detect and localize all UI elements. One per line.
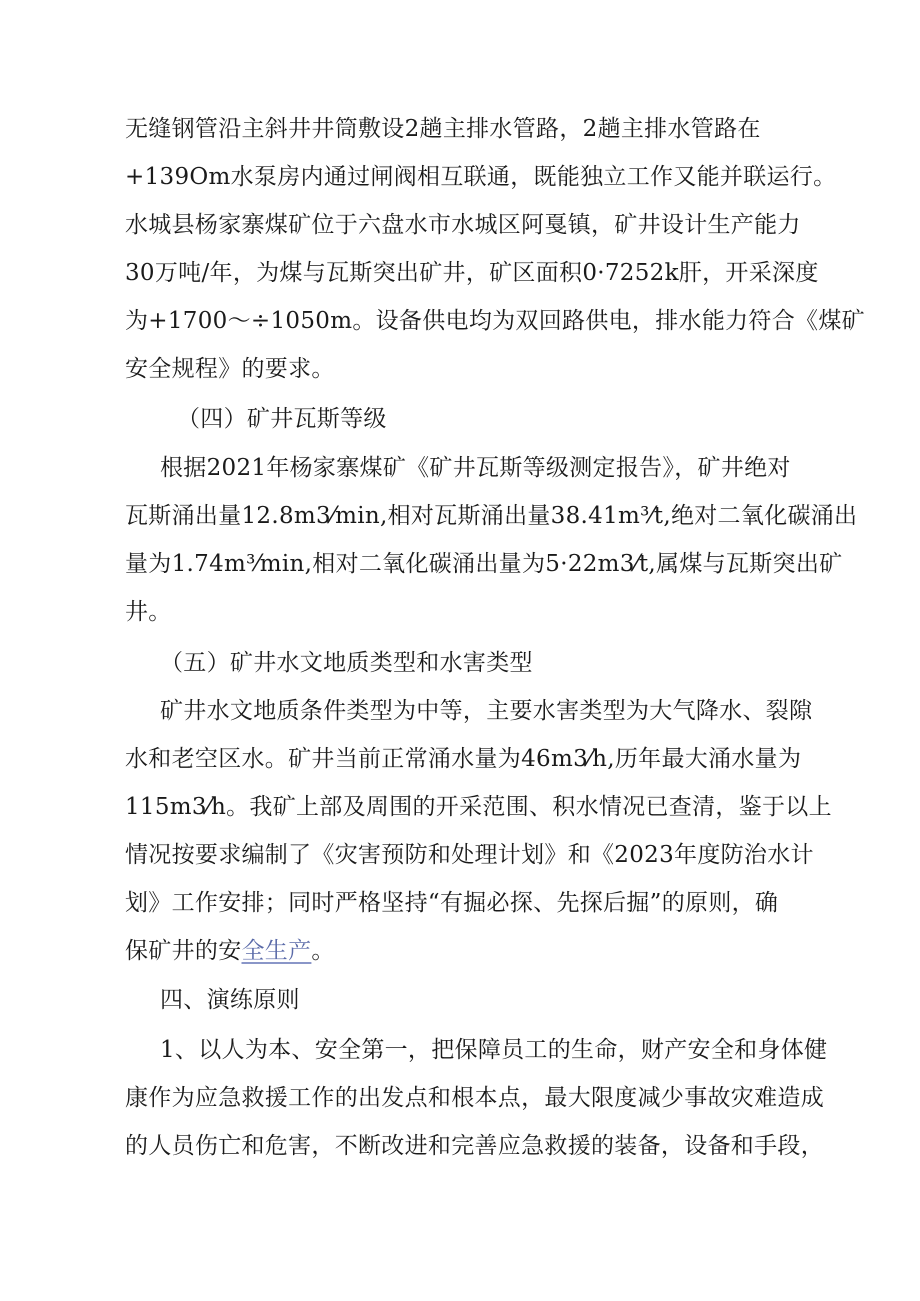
section-heading-hydrogeology: （五）矿井水文地质类型和水害类型: [160, 650, 533, 676]
paragraph-line: 情况按要求编制了《灾害预防和处理计划》和《2023年度防治水计: [125, 842, 814, 868]
paragraph-line: 瓦斯涌出量12.8m3⁄min,相对瓦斯涌出量38.41m³⁄t,绝对二氧化碳涌出: [125, 503, 858, 529]
paragraph-line: 的人员伤亡和危害，不断改进和完善应急救援的装备，设备和手段，: [125, 1133, 824, 1159]
paragraph-line: 无缝钢管沿主斜井井筒敷设2趟主排水管路，2趟主排水管路在: [125, 116, 761, 142]
paragraph-line: 水和老空区水。矿井当前正常涌水量为46m3⁄h,历年最大涌水量为: [125, 746, 802, 772]
safety-production-link[interactable]: 全生产: [241, 938, 312, 964]
paragraph-line: 水城县杨家寨煤矿位于六盘水市水城区阿戛镇，矿井设计生产能力: [125, 212, 801, 238]
paragraph-line: 划》工作安排；同时严格坚持“有掘必探、先探后掘”的原则，确: [125, 890, 779, 916]
section-heading-gas-level: （四）矿井瓦斯等级: [177, 406, 387, 432]
paragraph-line: [125, 929, 335, 973]
paragraph-line: 根据2021年杨家寨煤矿《矿井瓦斯等级测定报告》，矿井绝对: [160, 455, 791, 481]
paragraph-line: 矿井水文地质条件类型为中等，主要水害类型为大气降水、裂隙: [160, 698, 813, 724]
paragraph-line: 井。: [125, 599, 172, 625]
paragraph-line: 30万吨/年，为煤与瓦斯突出矿井，矿区面积0·7252k肝，开采深度: [125, 260, 819, 286]
paragraph-line: 1、以人为本、安全第一，把保障员工的生命，财产安全和身体健: [160, 1037, 828, 1063]
paragraph-line: 115m3⁄h。我矿上部及周围的开采范围、积水情况已查清，鉴于以上: [125, 794, 832, 820]
paragraph-line: 量为1.74m³⁄min,相对二氧化碳涌出量为5·22m3⁄t,属煤与瓦斯突出矿: [125, 551, 843, 577]
paragraph-line: 为+1700～÷1050m。设备供电均为双回路供电，排水能力符合《煤矿: [125, 308, 865, 334]
section-heading-drill-principles: 四、演练原则: [160, 987, 300, 1013]
text-segment: 。: [311, 938, 335, 964]
text-segment: 保矿井的安: [125, 938, 242, 964]
paragraph-line: +139Om水泵房内通过闸阀相互联通，既能独立工作又能并联运行。: [125, 164, 837, 190]
paragraph-line: 安全规程》的要求。: [125, 356, 335, 382]
paragraph-line: 康作为应急救援工作的出发点和根本点，最大限度减少事故灾难造成: [125, 1085, 824, 1111]
